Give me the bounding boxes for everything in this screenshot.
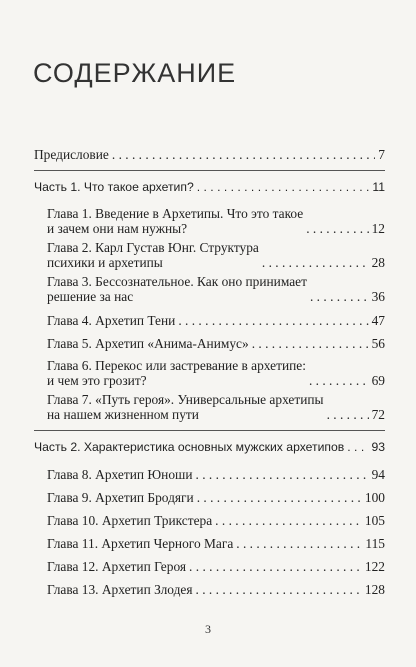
leader-dots (112, 147, 375, 162)
toc-chapter-line: Глава 12. Архетип Героя (47, 559, 187, 574)
toc-page-number: 100 (364, 490, 385, 505)
toc-chapter (34, 582, 385, 597)
toc-page-number: 115 (365, 536, 385, 551)
toc-chapter-line: Глава 5. Архетип «Анима-Анимус» (47, 336, 249, 351)
toc-page-number: 47 (371, 313, 385, 328)
toc-entry-preface (34, 147, 385, 162)
page-number: 3 (205, 622, 211, 636)
toc-page-number: 72 (371, 407, 385, 422)
toc-part-2 (34, 440, 385, 455)
leader-dots (189, 559, 362, 574)
toc-chapter-line: на нашем жизненном пути (47, 407, 199, 422)
toc-chapter (34, 559, 385, 574)
toc-chapter-line: Глава 4. Архетип Тени (47, 313, 176, 328)
leader-dots (178, 313, 368, 328)
leader-dots (347, 440, 368, 455)
toc-page-number: 105 (364, 513, 385, 528)
leader-dots (197, 490, 362, 505)
toc-chapter (34, 358, 385, 388)
toc-chapter (34, 392, 385, 422)
toc-page-number: 36 (371, 289, 385, 304)
toc-chapter (34, 313, 385, 328)
toc-chapter-line: Глава 10. Архетип Трикстера (47, 513, 213, 528)
divider (34, 170, 385, 171)
toc-part-title: Часть 1. Что такое архетип? (34, 180, 194, 194)
toc-page-number: 69 (371, 373, 385, 388)
toc-chapter-line: психики и архетипы (47, 255, 163, 270)
toc-chapter (34, 536, 385, 551)
divider (34, 430, 385, 431)
leader-dots (236, 536, 362, 551)
leader-dots (196, 467, 369, 482)
toc-chapter-line: и зачем они нам нужны? (47, 221, 188, 236)
leader-dots (327, 407, 369, 422)
toc-part-title: Часть 2. Характеристика основных мужских архетипов (34, 440, 345, 454)
toc-chapter (34, 490, 385, 505)
leader-dots (262, 255, 369, 270)
toc-chapter-line: Глава 8. Архетип Юноши (47, 467, 193, 482)
toc-page-number: 122 (364, 559, 385, 574)
toc-page-number: 93 (371, 440, 385, 454)
toc-chapter (34, 274, 385, 304)
leader-dots (196, 582, 362, 597)
toc-page-number: 56 (371, 336, 385, 351)
toc-chapter-line: Глава 13. Архетип Злодея (47, 582, 193, 597)
leader-dots (197, 180, 370, 195)
toc-chapter-line: Глава 2. Карл Густав Юнг. Структура (47, 240, 259, 255)
toc-chapter (34, 240, 385, 270)
toc-page-number: 128 (364, 582, 385, 597)
toc-chapter (34, 467, 385, 482)
leader-dots (310, 289, 369, 304)
toc-page-number: 7 (378, 147, 385, 162)
toc-chapter (34, 513, 385, 528)
page-title: СОДЕРЖАНИЕ (33, 58, 237, 88)
toc-page-number: 11 (372, 180, 385, 194)
toc-chapter-line: Глава 6. Перекос или застревание в архетипе: (47, 358, 306, 373)
toc-part-1 (34, 180, 385, 195)
leader-dots (306, 221, 368, 236)
leader-dots (252, 336, 369, 351)
toc-chapter-line: Глава 7. «Путь героя». Универсальные архетипы (47, 392, 324, 407)
toc-chapter-line: Глава 1. Введение в Архетипы. Что это такое (47, 206, 304, 221)
toc-entry-title: Предисловие (34, 147, 109, 162)
leader-dots (309, 373, 369, 388)
toc-page-number: 28 (371, 255, 385, 270)
toc-page-number: 12 (371, 221, 385, 236)
toc-page-number: 94 (371, 467, 385, 482)
toc-chapter-line: Глава 9. Архетип Бродяги (47, 490, 194, 505)
toc-chapter-line: Глава 11. Архетип Черного Мага (47, 536, 234, 551)
leader-dots (215, 513, 362, 528)
toc-chapter (34, 206, 385, 236)
toc-chapter-line: и чем это грозит? (47, 373, 147, 388)
toc-chapter (34, 336, 385, 351)
toc-chapter-line: Глава 3. Бессознательное. Как оно принимает (47, 274, 307, 289)
toc-chapter-line: решение за нас (47, 289, 134, 304)
